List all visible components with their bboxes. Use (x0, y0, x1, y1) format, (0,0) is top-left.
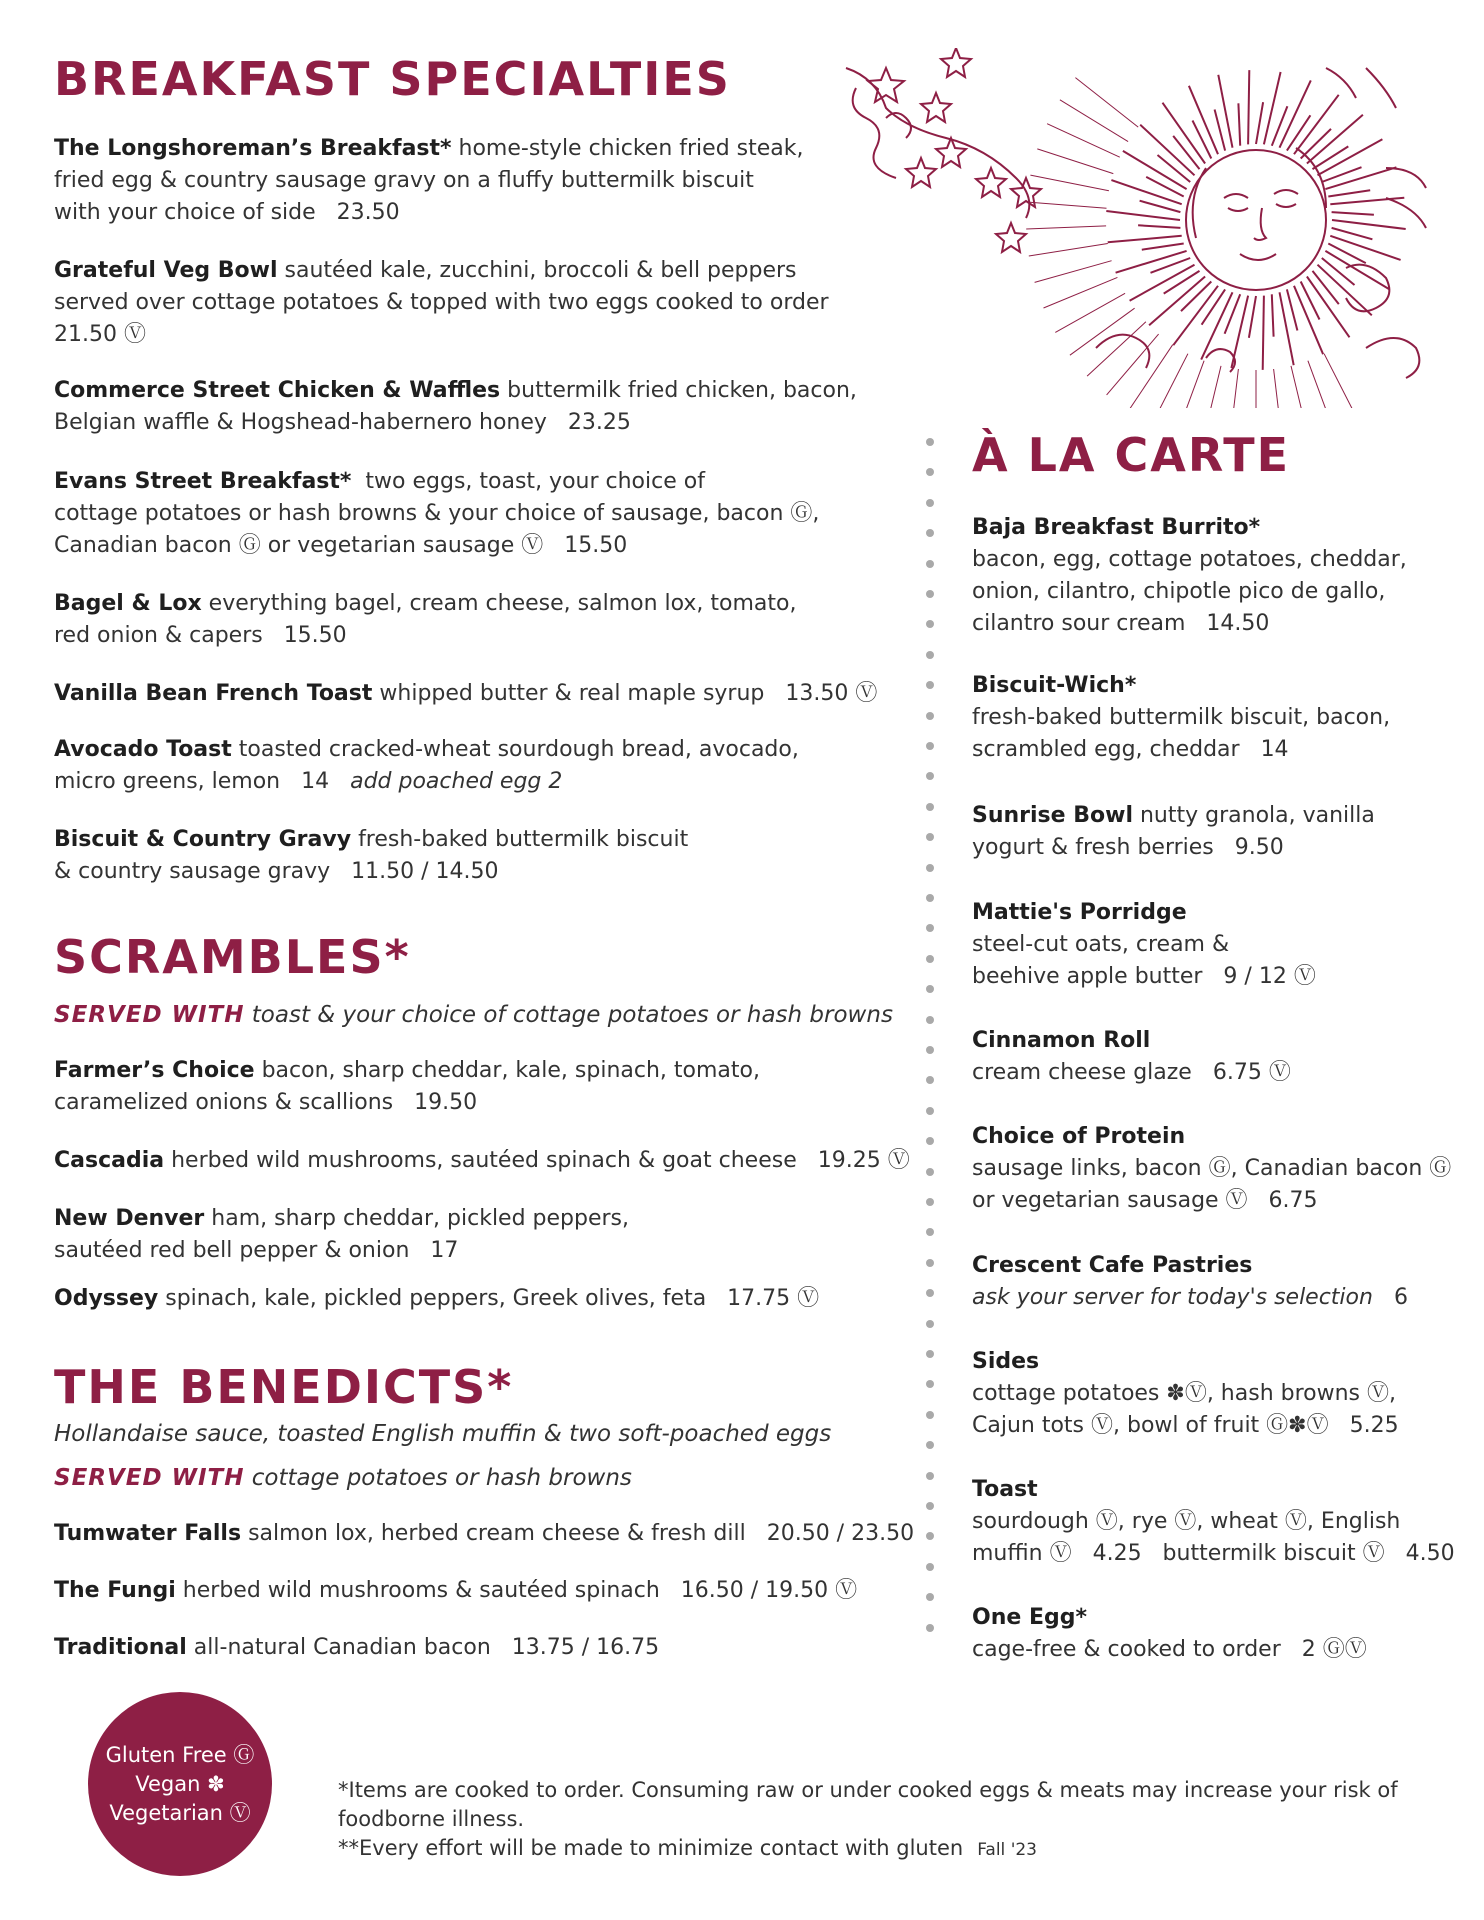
item-name: The Longshoreman’s Breakfast* (54, 136, 452, 161)
item-price: 4.50 (1405, 1541, 1455, 1566)
item-desc: cottage potatoes ✽Ⓥ, hash browns Ⓥ, (972, 1381, 1397, 1406)
sun-ray (1287, 115, 1311, 150)
divider-dot (926, 1563, 934, 1571)
item-desc: fresh-baked buttermilk biscuit (358, 827, 689, 852)
sun-ray (1256, 102, 1263, 144)
item-desc: ask your server for today's selection (972, 1285, 1373, 1310)
item-price: 5.25 (1349, 1413, 1399, 1438)
item-name: Cinnamon Roll (972, 1028, 1151, 1053)
menu-item (54, 1575, 857, 1607)
item-desc: served over cottage potatoes & topped with two eggs cooked to order (54, 290, 829, 315)
vegetarian-mark: Ⓥ (887, 1148, 910, 1173)
divider-dot (926, 620, 934, 628)
item-desc: bacon, sharp cheddar, kale, spinach, tomato, (261, 1058, 760, 1083)
sun-ray (1193, 121, 1212, 159)
item-name: Baja Breakfast Burrito* (972, 515, 1261, 540)
item-price: 14 (1260, 737, 1289, 762)
menu-item (54, 1145, 910, 1177)
divider-dot (926, 894, 934, 902)
sun-ray (1272, 294, 1274, 336)
divider-dot (926, 712, 934, 720)
item-name: Mattie's Porridge (972, 900, 1187, 925)
sun-ray (1318, 265, 1372, 316)
sun-ray (1225, 294, 1241, 333)
sun-ray (1332, 212, 1374, 215)
item-price: 21.50 (54, 322, 117, 347)
sun-ray (1111, 180, 1181, 204)
divider-dot (926, 1380, 934, 1388)
divider-dot (926, 1532, 934, 1540)
item-desc: or vegetarian sausage Ⓥ (972, 1188, 1248, 1213)
sun-ray (1215, 110, 1226, 151)
item-name: Biscuit & Country Gravy (54, 827, 352, 852)
menu-item (54, 1203, 629, 1267)
menu-item (972, 670, 1390, 766)
item-price: 15.50 (564, 533, 628, 558)
sun-ray (1307, 115, 1363, 164)
item-name: Choice of Protein (972, 1124, 1186, 1149)
item-price: 14 (301, 769, 330, 794)
item-price: 17 (430, 1238, 459, 1263)
sun-ray (1060, 100, 1128, 142)
item-desc: cilantro sour cream (972, 611, 1186, 636)
item-desc: red onion & capers (54, 623, 263, 648)
breakfast-title: BREAKFAST SPECIALTIES (54, 52, 731, 106)
divider-dot (926, 1016, 934, 1024)
menu-item (54, 375, 857, 439)
item-desc: with your choice of side (54, 200, 316, 225)
item-price: 15.50 (283, 623, 347, 648)
menu-item (972, 1602, 1367, 1666)
served-with-text: cottage potatoes or hash browns (251, 1465, 632, 1491)
item-desc: fresh-baked buttermilk biscuit, bacon, (972, 705, 1391, 730)
item-desc: home-style chicken fried steak, (458, 136, 804, 161)
divider-dot (926, 1502, 934, 1510)
menu-item (972, 512, 1407, 640)
item-price: 6.75 (1212, 1060, 1262, 1085)
item-price: 23.25 (567, 410, 631, 435)
menu-item (54, 466, 819, 562)
item-desc: scrambled egg, cheddar (972, 737, 1240, 762)
vegetarian-mark: Ⓥ (1268, 1060, 1291, 1085)
item-name: Grateful Veg Bowl (54, 258, 278, 283)
item-name: Bagel & Lox (54, 591, 202, 616)
item-name: New Denver (54, 1206, 205, 1231)
item-desc: cottage potatoes or hash browns & your choice of sausage, bacon Ⓖ, (54, 501, 820, 526)
menu-item (54, 1632, 659, 1664)
footnote-line: **Every effort will be made to minimize contact with gluten Fall '23 (338, 1836, 1037, 1860)
item-name: Cascadia (54, 1148, 165, 1173)
item-desc: toasted cracked-wheat sourdough bread, avocado, (238, 737, 799, 762)
item-desc: caramelized onions & scallions (54, 1090, 394, 1115)
sun-ray (1263, 296, 1264, 370)
vegetarian-mark: Ⓥ (835, 1578, 858, 1603)
sun-ray (1287, 289, 1298, 330)
item-desc: micro greens, lemon (54, 769, 281, 794)
sun-ray (1229, 369, 1238, 408)
dietary-legend-badge (88, 1692, 272, 1876)
item-price: 2 (1301, 1637, 1316, 1662)
menu-item (54, 1518, 914, 1550)
sun-ray (1238, 103, 1240, 145)
menu-item (54, 1283, 819, 1315)
item-name: Toast (972, 1477, 1038, 1502)
sun-ray (1328, 190, 1370, 196)
sun-ray (1325, 167, 1396, 189)
menu-item (54, 1055, 760, 1119)
item-desc: Cajun tots Ⓥ, bowl of fruit Ⓖ✽Ⓥ (972, 1413, 1329, 1438)
item-desc: whipped butter & real maple syrup (379, 681, 765, 706)
sun-and-stars-engraving-icon (826, 48, 1434, 408)
item-desc: Belgian waffle & Hogshead-habernero honey (54, 410, 547, 435)
sun-ray (1047, 124, 1120, 158)
divider-dot (926, 560, 934, 568)
item-price: 11.50 / 14.50 (351, 859, 499, 884)
divider-dot (926, 1228, 934, 1236)
divider-dot (926, 1198, 934, 1206)
vegetarian-mark: Ⓥ (855, 681, 878, 706)
sun-ray (1272, 106, 1288, 145)
divider-dot (926, 438, 934, 446)
item-desc: fried egg & country sausage gravy on a fluffy buttermilk biscuit (54, 168, 754, 193)
menu-item (972, 1121, 1451, 1217)
sun-ray (1138, 225, 1180, 228)
divider-dot (926, 1046, 934, 1054)
menu-item (54, 255, 829, 351)
item-name: Commerce Street Chicken & Waffles (54, 378, 501, 403)
legend-gluten-free: Gluten Free Ⓖ (105, 1742, 255, 1767)
item-price: 13.50 (785, 681, 849, 706)
sun-ray (1075, 78, 1138, 128)
divider-dot (926, 468, 934, 476)
gluten-free-vegetarian-mark: ⒼⓋ (1322, 1637, 1367, 1662)
sun-ray (1301, 282, 1320, 320)
item-desc: sausage links, bacon Ⓖ, Canadian bacon Ⓖ (972, 1156, 1452, 1181)
menu-item (972, 1250, 1408, 1314)
item-desc: & country sausage gravy (54, 859, 331, 884)
item-name: Traditional (54, 1635, 187, 1660)
season-label: Fall '23 (977, 1840, 1037, 1860)
sun-ray (1164, 271, 1200, 294)
divider-dot (926, 651, 934, 659)
menu-item (54, 824, 688, 888)
menu-item (972, 1346, 1399, 1442)
menu-item (54, 678, 877, 710)
benedicts-subtitle: Hollandaise sauce, toasted English muffin & two soft-poached eggs (54, 1421, 832, 1447)
sun-ray (1264, 72, 1281, 144)
sun-ray (1140, 125, 1194, 176)
item-name: The Fungi (54, 1578, 176, 1603)
sun-ray (1128, 345, 1173, 408)
sun-ray (1107, 334, 1159, 395)
sun-ray (1142, 244, 1184, 250)
item-name: Avocado Toast (54, 737, 232, 762)
item-desc: muffin Ⓥ (972, 1541, 1072, 1566)
divider-dot (926, 772, 934, 780)
sun-ray (1158, 155, 1191, 182)
vegetarian-mark: Ⓥ (797, 1286, 820, 1311)
benedicts-served-with (54, 1462, 632, 1494)
item-desc: steel-cut oats, cream & (972, 932, 1230, 957)
sun-ray (1202, 366, 1221, 408)
scrambles-title: SCRAMBLES* (54, 930, 411, 984)
sun-ray (1248, 70, 1249, 144)
item-desc: spinach, kale, pickled peppers, Greek olives, feta (165, 1286, 707, 1311)
item-price: 16.50 / 19.50 (680, 1578, 829, 1603)
divider-dot (926, 1137, 934, 1145)
menu-item (972, 1474, 1455, 1570)
item-desc: ham, sharp cheddar, pickled peppers, (211, 1206, 630, 1231)
sun-ray (1173, 136, 1199, 169)
divider-dot (926, 1472, 934, 1480)
item-desc: sourdough Ⓥ, rye Ⓥ, wheat Ⓥ, English (972, 1509, 1401, 1534)
sun-ray (1070, 308, 1135, 355)
served-with-label: SERVED WITH (54, 1465, 245, 1491)
item-desc: herbed wild mushrooms, sautéed spinach & goat cheese (171, 1148, 797, 1173)
sun-ray (1291, 366, 1310, 408)
item-price: 4.25 (1092, 1541, 1142, 1566)
sun-ray (1026, 226, 1106, 229)
divider-dot (926, 1624, 934, 1632)
item-name: Sides (972, 1349, 1040, 1374)
sun-ray (1029, 244, 1108, 257)
sun-ray (1202, 289, 1226, 324)
divider-dot (926, 742, 934, 750)
sun-ray (1218, 75, 1232, 148)
divider-dot (926, 833, 934, 841)
item-price: 20.50 / 23.50 (766, 1521, 915, 1546)
divider-dot (926, 1593, 934, 1601)
item-name: Crescent Cafe Pastries (972, 1253, 1253, 1278)
vegetarian-mark: Ⓥ (1293, 964, 1316, 989)
item-name: Evans Street Breakfast* (54, 469, 352, 494)
legend-vegetarian: Vegetarian Ⓥ (109, 1800, 251, 1825)
divider-dot (926, 1289, 934, 1297)
sun-ray (1313, 271, 1339, 304)
sun-ray (1116, 251, 1187, 273)
item-price: 9 / 12 (1223, 964, 1287, 989)
sun-ray (1324, 354, 1360, 408)
legend-vegan: Vegan ✽ (135, 1771, 225, 1796)
menu-item (972, 800, 1375, 864)
sun-ray (1035, 261, 1112, 283)
menu-item (972, 897, 1316, 993)
item-desc: Canadian bacon Ⓖ or vegetarian sausage Ⓥ (54, 533, 544, 558)
sun-ray (1274, 369, 1283, 408)
item-desc: sautéed kale, zucchini, broccoli & bell peppers (284, 258, 797, 283)
item-desc: buttermilk biscuit Ⓥ (1162, 1541, 1385, 1566)
sun-ray (1332, 220, 1406, 229)
divider-dot (926, 681, 934, 689)
divider-dot (926, 1168, 934, 1176)
divider-dot (926, 955, 934, 963)
sun-ray (1108, 236, 1182, 243)
vegetarian-mark: Ⓥ (123, 322, 146, 347)
sun-ray (1149, 277, 1205, 326)
item-price: 19.25 (817, 1148, 881, 1173)
divider-dot (926, 924, 934, 932)
sun-ray (1322, 258, 1355, 285)
served-with-text: toast & your choice of cottage potatoes or hash browns (251, 1002, 893, 1028)
item-price: 9.50 (1234, 835, 1284, 860)
item-name: Farmer’s Choice (54, 1058, 255, 1083)
benedicts-title: THE BENEDICTS* (54, 1360, 514, 1414)
sun-ray (1313, 146, 1349, 169)
menu-item (54, 734, 799, 798)
divider-dot (926, 985, 934, 993)
item-desc: cage-free & cooked to order (972, 1637, 1281, 1662)
footnote-line: *Items are cooked to order. Consuming raw or under cooked eggs & meats may increase your risk of (338, 1778, 1398, 1802)
item-name: Vanilla Bean French Toast (54, 681, 373, 706)
sun-ray (1181, 282, 1211, 312)
menu-item (54, 133, 804, 229)
divider-dot (926, 529, 934, 537)
item-desc: yogurt & fresh berries (972, 835, 1214, 860)
sun-ray (1106, 211, 1180, 220)
sun-ray (1027, 202, 1107, 208)
menu-item (972, 1025, 1291, 1089)
divider-dot (926, 1320, 934, 1328)
served-with-label: SERVED WITH (54, 1002, 245, 1028)
item-name: Sunrise Bowl (972, 803, 1133, 828)
divider-dot (926, 803, 934, 811)
item-desc: everything bagel, cream cheese, salmon lox, tomato, (208, 591, 797, 616)
item-price: 14.50 (1206, 611, 1270, 636)
scrambles-served-with (54, 999, 893, 1031)
item-desc: nutty granola, vanilla (1139, 803, 1375, 828)
item-desc: cream cheese glaze (972, 1060, 1192, 1085)
item-desc: buttermilk fried chicken, bacon, (507, 378, 857, 403)
divider-dot (926, 499, 934, 507)
menu-item (54, 588, 797, 652)
divider-dot (926, 1441, 934, 1449)
item-name: Odyssey (54, 1286, 159, 1311)
item-desc: sautéed red bell pepper & onion (54, 1238, 410, 1263)
alacarte-title: À LA CARTE (972, 428, 1291, 482)
sun-ray (1280, 292, 1294, 365)
item-desc: salmon lox, herbed cream cheese & fresh dill (248, 1521, 746, 1546)
item-price: 13.75 / 16.75 (511, 1635, 660, 1660)
item-desc: two eggs, toast, your choice of (365, 469, 705, 494)
item-desc: bacon, egg, cottage potatoes, cheddar, (972, 547, 1407, 572)
sun-ray (1152, 354, 1188, 408)
item-price: 23.50 (336, 200, 400, 225)
dotted-divider (924, 438, 936, 1658)
item-name: One Egg* (972, 1605, 1087, 1630)
item-name: Tumwater Falls (54, 1521, 242, 1546)
divider-dot (926, 1259, 934, 1267)
divider-dot (926, 864, 934, 872)
divider-dot (926, 590, 934, 598)
item-price: 6.75 (1268, 1188, 1318, 1213)
divider-dot (926, 1107, 934, 1115)
item-desc: beehive apple butter (972, 964, 1203, 989)
item-price: 6 (1393, 1285, 1408, 1310)
item-addon: add poached egg 2 (350, 769, 563, 794)
divider-dot (926, 1350, 934, 1358)
footnote-line: foodborne illness. (338, 1807, 525, 1831)
footnote (338, 1776, 1398, 1865)
item-price: 17.75 (727, 1286, 791, 1311)
item-name: Biscuit-Wich* (972, 673, 1137, 698)
divider-dot (926, 1411, 934, 1419)
item-desc: onion, cilantro, chipotle pico de gallo, (972, 579, 1386, 604)
sun-ray (1330, 236, 1400, 260)
divider-dot (926, 1076, 934, 1084)
sun-ray (1249, 296, 1256, 338)
item-price: 19.50 (414, 1090, 478, 1115)
sun-ray (1087, 322, 1146, 376)
sun-ray (1037, 149, 1113, 174)
item-desc: herbed wild mushrooms & sautéed spinach (182, 1578, 660, 1603)
item-desc: all-natural Canadian bacon (193, 1635, 491, 1660)
